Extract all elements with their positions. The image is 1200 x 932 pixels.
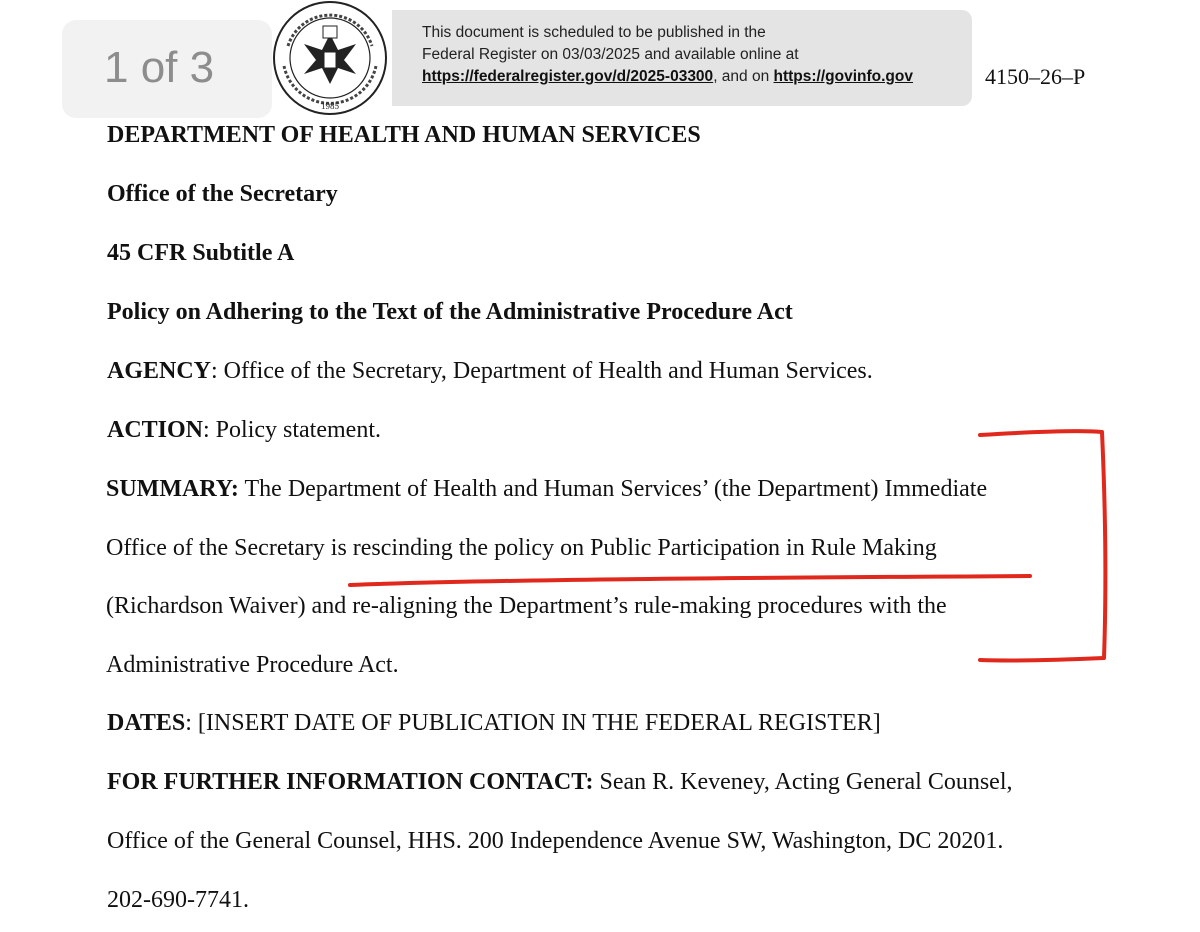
contact-label: FOR FURTHER INFORMATION CONTACT: bbox=[107, 769, 594, 795]
dates-label: DATES bbox=[107, 710, 186, 736]
red-underline-mark bbox=[350, 576, 1030, 585]
summary-line-1: SUMMARY: The Department of Health and Human Services’ (the Department) Immediate bbox=[106, 476, 988, 502]
page-counter: 1 of 3 bbox=[104, 43, 215, 92]
document-title: Policy on Adhering to the Text of the Administrative Procedure Act bbox=[107, 299, 793, 325]
office-heading: Office of the Secretary bbox=[107, 181, 338, 207]
red-bracket-mark bbox=[980, 431, 1105, 660]
cfr-heading: 45 CFR Subtitle A bbox=[107, 240, 295, 266]
svg-text:1985: 1985 bbox=[321, 101, 339, 111]
agency-value: : Office of the Secretary, Department of Health and Human Services. bbox=[211, 358, 873, 384]
contact-line-2: Office of the General Counsel, HHS. 200 Independence Avenue SW, Washington, DC 20201. bbox=[107, 828, 1004, 854]
contact-line-3: 202-690-7741. bbox=[107, 887, 249, 913]
department-heading: DEPARTMENT OF HEALTH AND HUMAN SERVICES bbox=[107, 122, 701, 148]
federal-register-link[interactable]: https://federalregister.gov/d/2025-03300 bbox=[422, 68, 714, 85]
notice-conjunction: , and on bbox=[713, 68, 774, 85]
dates-value: : [INSERT DATE OF PUBLICATION IN THE FEDERAL REGISTER] bbox=[185, 710, 881, 736]
govinfo-link[interactable]: https://govinfo.gov bbox=[773, 68, 913, 85]
document-code: 4150–26–P bbox=[985, 64, 1086, 89]
summary-line-2: Office of the Secretary is rescinding the policy on Public Participation in Rule Making bbox=[106, 535, 937, 561]
notice-line-2: Federal Register on 03/03/2025 and available online at bbox=[422, 46, 799, 63]
agency-label: AGENCY bbox=[107, 358, 212, 384]
notice-line-1: This document is scheduled to be published in the bbox=[422, 24, 766, 41]
summary-line-3: (Richardson Waiver) and re-aligning the Department’s rule-making procedures with the bbox=[106, 593, 947, 619]
summary-label: SUMMARY: bbox=[106, 476, 239, 502]
action-value: : Policy statement. bbox=[203, 417, 381, 443]
action-label: ACTION bbox=[107, 417, 204, 443]
summary-line-4: Administrative Procedure Act. bbox=[106, 652, 399, 678]
contact-line-1: FOR FURTHER INFORMATION CONTACT: Sean R. Keveney, Acting General Counsel, bbox=[107, 769, 1013, 795]
